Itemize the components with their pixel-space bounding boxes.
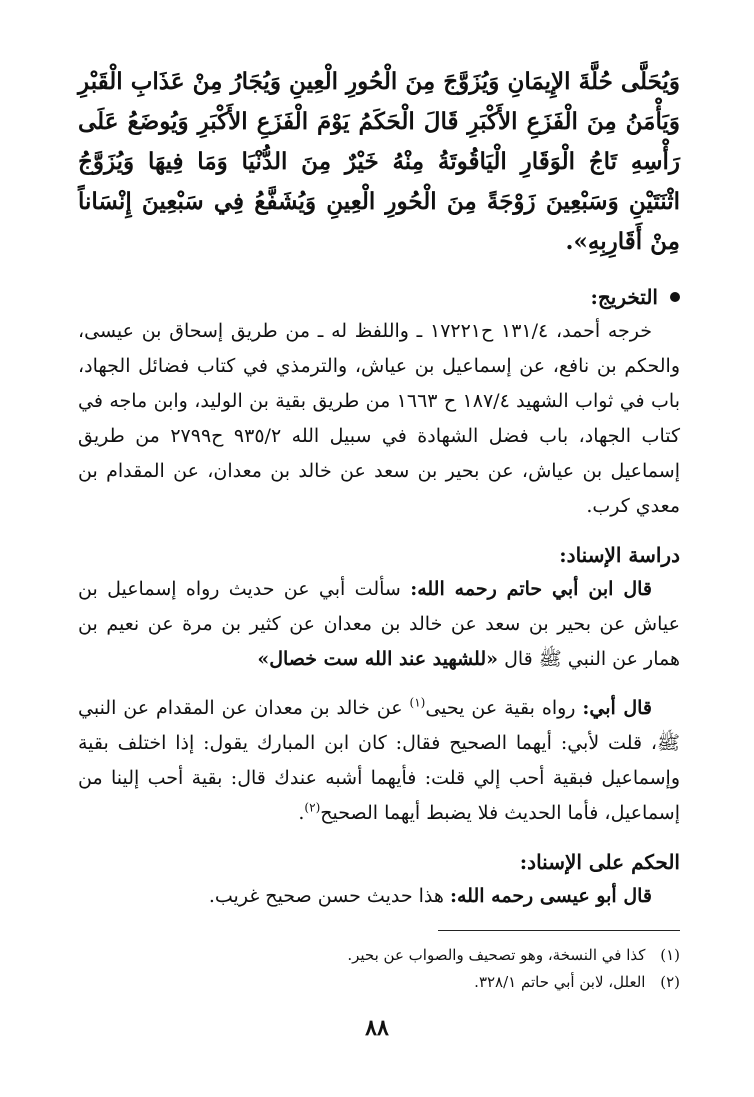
- ruling-text: هذا حديث حسن صحيح غريب.: [208, 885, 444, 907]
- footnote-number: (٢): [660, 973, 680, 991]
- isnad-study-heading: دراسة الإسناد:: [559, 543, 680, 567]
- footnote-divider: [438, 930, 680, 931]
- footnote-item: [78, 969, 680, 996]
- isnad-study-p2-text-b: عن خالد بن معدان عن المقدام عن النبي ﷺ، قلت لأبي: أيهما الصحيح فقال: كان ابن المبارك يقول: إذا اختلف بقية وإسماعيل فبقية أحب إلي قلت: فأيهما أشبه عندك قال: بقية أحب إلينا من إسماعيل، فأما الحديث فلا يضبط أيهما الصحيح: [78, 697, 680, 824]
- takhrij-text: خرجه أحمد، ١٣١/٤ ح١٧٢٢١ ـ واللفظ له ـ من طريق إسحاق بن عيسى، والحكم بن نافع، عن إسماعيل بن عياش، والترمذي في كتاب فضائل الجهاد، باب في ثواب الشهيد ١٨٧/٤ ح ١٦٦٣ من طريق بقية بن الوليد، وابن ماجه في كتاب الجهاد، باب فضل الشهادة في سبيل الله ٩٣٥/٢ ح٢٧٩٩ من طريق إسماعيل بن عياش، عن بحير بن سعد عن خالد بن معدان، عن المقدام بن معدي كرب.: [78, 320, 681, 517]
- isnad-study-paragraph-1: [78, 572, 680, 677]
- isnad-study-p1-lead: قال ابن أبي حاتم رحمه الله:: [410, 578, 652, 600]
- ruling-lead: قال أبو عيسى رحمه الله:: [449, 885, 652, 907]
- footnote-ref-2: (٢): [304, 800, 321, 815]
- ruling-paragraph: [78, 879, 680, 914]
- isnad-study-p2-text-a: رواه بقية عن يحيى: [425, 697, 576, 719]
- footnotes: [78, 942, 680, 996]
- isnad-study-p2-lead: قال أبي:: [582, 697, 652, 719]
- page-number: ٨٨: [365, 1015, 389, 1041]
- footnote-item: [78, 942, 680, 969]
- takhrij-heading-row: [78, 280, 680, 314]
- page-body: [78, 62, 680, 1062]
- isnad-study-p1-quote: «للشهيد عند الله ست خصال»: [257, 648, 499, 670]
- isnad-study-p2-end: .: [298, 802, 305, 824]
- ruling-heading: الحكم على الإسناد:: [519, 850, 680, 874]
- footnote-text: كذا في النسخة، وهو تصحيف والصواب عن بحير.: [347, 946, 646, 964]
- footnote-text: العلل، لابن أبي حاتم ٣٢٨/١.: [474, 973, 646, 991]
- footnote-ref-1: (١): [409, 695, 426, 710]
- bullet-icon: [670, 292, 680, 302]
- isnad-study-paragraph-2: [78, 691, 680, 831]
- footnote-number: (١): [660, 946, 680, 964]
- hadith-text: وَيُحَلَّى حُلَّةَ الإِيمَانِ وَيُزَوَّجَ مِنَ الْحُورِ الْعِينِ وَيُجَارُ مِنْ عَذَابِ الْقَبْرِ وَيَأْمَنُ مِنَ الْفَزَعِ الأَكْبَرِ قَالَ الْحَكَمُ يَوْمَ الْفَزَعِ الأَكْبَرِ وَيُوضَعُ عَلَى رَأْسِهِ تَاجُ الْوَقَارِ الْيَاقُوتَةُ مِنْهُ خَيْرٌ مِنَ الدُّنْيَا وَمَا فِيهَا وَيُزَوَّجُ اثْنَتَيْنِ وَسَبْعِينَ زَوْجَةً مِنَ الْحُورِ الْعِينِ وَيُشَفَّعُ فِي سَبْعِينَ إِنْسَاناً مِنْ أَقَارِبِهِ».: [78, 68, 680, 255]
- takhrij-heading: التخريج:: [590, 285, 658, 309]
- isnad-study-p1-text: سألت أبي عن حديث رواه إسماعيل بن عياش عن بحير بن سعد عن خالد بن معدان عن كثير بن مرة عن نعيم بن همار عن النبي ﷺ قال: [78, 578, 680, 670]
